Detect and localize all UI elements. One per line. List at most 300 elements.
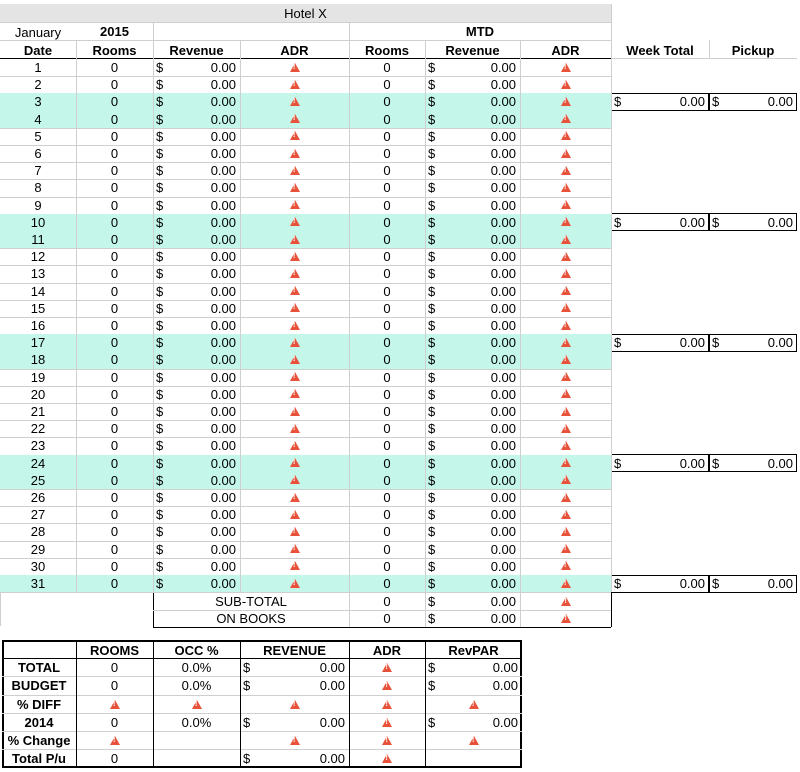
mtd-rooms-cell: 0 bbox=[383, 128, 391, 144]
mtd-adr-warning-icon bbox=[561, 579, 571, 588]
date-cell: 16 bbox=[30, 318, 46, 333]
date-cell: 22 bbox=[30, 421, 46, 437]
date-cell: 30 bbox=[30, 558, 46, 574]
currency-symbol: $ bbox=[428, 163, 436, 179]
currency-symbol: $ bbox=[428, 678, 436, 694]
mtd-adr-warning-icon bbox=[561, 166, 571, 175]
revenue-cell[interactable] bbox=[153, 59, 240, 76]
currency-symbol: $ bbox=[428, 214, 436, 230]
amount: 0.00 bbox=[490, 283, 516, 299]
adr-warning-icon bbox=[290, 338, 300, 347]
currency-symbol: $ bbox=[156, 146, 164, 161]
revenue-cell[interactable] bbox=[153, 111, 240, 128]
pickup-cell[interactable] bbox=[709, 334, 797, 351]
currency-symbol: $ bbox=[156, 524, 164, 540]
mtd-rooms-cell: 0 bbox=[383, 283, 391, 299]
mtd-adr-warning-icon bbox=[561, 527, 571, 536]
currency-symbol: $ bbox=[428, 455, 436, 471]
rooms-cell[interactable]: 0 bbox=[110, 507, 119, 523]
currency-symbol: $ bbox=[428, 94, 436, 110]
currency-symbol: $ bbox=[156, 266, 164, 282]
amount: 0.00 bbox=[490, 507, 516, 523]
summary-revpar-warning-icon bbox=[469, 736, 479, 745]
mtd-rooms-cell: 0 bbox=[383, 146, 391, 161]
amount: 0.00 bbox=[319, 678, 345, 694]
currency-symbol: $ bbox=[428, 558, 436, 574]
revenue-cell[interactable] bbox=[153, 334, 240, 351]
mtd-rooms-cell: 0 bbox=[383, 541, 391, 557]
subtotal-adr-warning-icon bbox=[561, 614, 571, 623]
adr-warning-icon bbox=[290, 166, 300, 175]
revenue-cell[interactable] bbox=[153, 523, 240, 540]
currency-symbol: $ bbox=[428, 283, 436, 299]
currency-symbol: $ bbox=[156, 490, 164, 505]
col-header-date: Date bbox=[23, 43, 53, 58]
rooms-cell[interactable]: 0 bbox=[110, 421, 119, 437]
rooms-cell[interactable]: 0 bbox=[110, 576, 119, 591]
rooms-cell[interactable]: 0 bbox=[110, 232, 119, 247]
mtd-revenue-cell[interactable] bbox=[425, 265, 520, 282]
mtd-revenue-cell[interactable] bbox=[425, 420, 520, 437]
week-total-cell[interactable] bbox=[611, 93, 709, 110]
mtd-revenue-cell[interactable] bbox=[425, 145, 520, 162]
grid-line bbox=[611, 4, 612, 592]
hotel-title: Hotel X bbox=[284, 6, 327, 21]
summary-row-label: Total P/u bbox=[12, 751, 66, 767]
summary-row-label: % Change bbox=[7, 733, 71, 748]
amount: 0.00 bbox=[210, 576, 236, 591]
week-total-cell[interactable] bbox=[611, 214, 709, 231]
amount: 0.00 bbox=[490, 128, 516, 144]
mtd-revenue-cell[interactable] bbox=[425, 231, 520, 248]
revenue-cell[interactable] bbox=[153, 420, 240, 437]
mtd-adr-warning-icon bbox=[561, 424, 571, 433]
amount: 0.00 bbox=[490, 94, 516, 110]
currency-symbol: $ bbox=[243, 751, 251, 767]
date-cell: 15 bbox=[30, 300, 46, 316]
amount: 0.00 bbox=[210, 232, 236, 247]
summary-revpar-cell[interactable] bbox=[425, 714, 522, 731]
currency-symbol: $ bbox=[614, 214, 622, 230]
summary-revpar-cell[interactable] bbox=[425, 677, 522, 694]
amount: 0.00 bbox=[210, 558, 236, 574]
mtd-revenue-cell[interactable] bbox=[425, 472, 520, 489]
subtotal-revenue[interactable] bbox=[425, 593, 520, 610]
amount: 0.00 bbox=[210, 300, 236, 316]
mtd-revenue-cell[interactable] bbox=[425, 59, 520, 76]
summary-row-label: TOTAL bbox=[17, 660, 61, 676]
col-header-adr: ADR bbox=[280, 43, 309, 58]
currency-symbol: $ bbox=[156, 421, 164, 437]
currency-symbol: $ bbox=[428, 335, 436, 351]
rooms-cell[interactable]: 0 bbox=[110, 404, 119, 419]
adr-warning-icon bbox=[290, 235, 300, 244]
revenue-cell[interactable] bbox=[153, 248, 240, 265]
amount: 0.00 bbox=[490, 524, 516, 540]
adr-warning-icon bbox=[290, 80, 300, 89]
rooms-cell[interactable]: 0 bbox=[110, 266, 119, 282]
summary-adr-warning-icon bbox=[382, 754, 392, 763]
currency-symbol: $ bbox=[428, 352, 436, 368]
revenue-cell[interactable] bbox=[153, 455, 240, 472]
rooms-cell[interactable]: 0 bbox=[110, 180, 119, 196]
mtd-rooms-cell: 0 bbox=[383, 490, 391, 505]
amount: 0.00 bbox=[492, 660, 518, 676]
revenue-cell[interactable] bbox=[153, 558, 240, 575]
adr-warning-icon bbox=[290, 321, 300, 330]
adr-warning-icon bbox=[290, 131, 300, 140]
grid-line bbox=[349, 640, 350, 767]
mtd-rooms-cell: 0 bbox=[383, 214, 391, 230]
adr-warning-icon bbox=[290, 441, 300, 450]
amount: 0.00 bbox=[767, 94, 793, 110]
summary-revenue-cell[interactable] bbox=[240, 714, 349, 731]
date-cell: 11 bbox=[31, 232, 45, 247]
date-cell: 3 bbox=[34, 94, 42, 110]
adr-warning-icon bbox=[290, 510, 300, 519]
currency-symbol: $ bbox=[428, 232, 436, 247]
mtd-revenue-cell[interactable] bbox=[425, 558, 520, 575]
revenue-cell[interactable] bbox=[153, 437, 240, 454]
mtd-revenue-cell[interactable] bbox=[425, 506, 520, 523]
subtotal-revenue[interactable] bbox=[425, 610, 520, 627]
mtd-adr-warning-icon bbox=[561, 303, 571, 312]
mtd-rooms-cell: 0 bbox=[383, 266, 391, 282]
rooms-cell[interactable]: 0 bbox=[110, 369, 119, 385]
mtd-adr-warning-icon bbox=[561, 63, 571, 72]
currency-symbol: $ bbox=[428, 249, 436, 265]
currency-symbol: $ bbox=[428, 472, 436, 488]
col-header-revenue2: Revenue bbox=[445, 43, 500, 58]
mtd-revenue-cell[interactable] bbox=[425, 248, 520, 265]
currency-symbol: $ bbox=[156, 283, 164, 299]
mtd-revenue-cell[interactable] bbox=[425, 317, 520, 334]
currency-symbol: $ bbox=[614, 455, 622, 471]
mtd-adr-warning-icon bbox=[561, 510, 571, 519]
rooms-cell[interactable]: 0 bbox=[110, 300, 119, 316]
currency-symbol: $ bbox=[428, 180, 436, 196]
rooms-cell[interactable]: 0 bbox=[110, 77, 119, 93]
summary-row-label: BUDGET bbox=[11, 678, 67, 694]
summary-revenue-cell[interactable] bbox=[240, 677, 349, 694]
adr-warning-icon bbox=[290, 269, 300, 278]
amount: 0.00 bbox=[210, 111, 236, 127]
revenue-cell[interactable] bbox=[153, 300, 240, 317]
currency-symbol: $ bbox=[156, 128, 164, 144]
mtd-revenue-cell[interactable] bbox=[425, 162, 520, 179]
amount: 0.00 bbox=[767, 335, 793, 351]
mtd-adr-warning-icon bbox=[561, 321, 571, 330]
mtd-revenue-cell[interactable] bbox=[425, 128, 520, 145]
adr-warning-icon bbox=[290, 407, 300, 416]
currency-symbol: $ bbox=[428, 611, 436, 627]
revenue-cell[interactable] bbox=[153, 93, 240, 110]
mtd-revenue-cell[interactable] bbox=[425, 489, 520, 506]
rooms-cell[interactable]: 0 bbox=[110, 197, 119, 213]
amount: 0.00 bbox=[210, 318, 236, 333]
currency-symbol: $ bbox=[428, 404, 436, 419]
summary-adr-warning-icon bbox=[382, 663, 392, 672]
amount: 0.00 bbox=[679, 576, 705, 591]
revenue-cell[interactable] bbox=[153, 575, 240, 592]
subtotal-label: ON BOOKS bbox=[216, 611, 286, 627]
mtd-revenue-cell[interactable] bbox=[425, 403, 520, 420]
mtd-revenue-cell[interactable] bbox=[425, 523, 520, 540]
mtd-rooms-cell: 0 bbox=[383, 386, 391, 402]
currency-symbol: $ bbox=[156, 111, 164, 127]
grid-line bbox=[709, 40, 710, 58]
summary-occ-cell: 0.0% bbox=[181, 660, 212, 676]
mtd-adr-warning-icon bbox=[561, 286, 571, 295]
summary-rooms-warning-icon bbox=[110, 700, 120, 709]
revenue-cell[interactable] bbox=[153, 145, 240, 162]
grid-line bbox=[153, 22, 154, 40]
date-cell: 31 bbox=[30, 576, 46, 591]
date-cell: 5 bbox=[34, 128, 42, 144]
mtd-revenue-cell[interactable] bbox=[425, 179, 520, 196]
mtd-adr-warning-icon bbox=[561, 493, 571, 502]
rooms-cell[interactable]: 0 bbox=[110, 94, 119, 110]
amount: 0.00 bbox=[490, 576, 516, 591]
mtd-adr-warning-icon bbox=[561, 355, 571, 364]
mtd-revenue-cell[interactable] bbox=[425, 541, 520, 558]
mtd-adr-warning-icon bbox=[561, 217, 571, 226]
rooms-cell[interactable]: 0 bbox=[110, 386, 119, 402]
adr-warning-icon bbox=[290, 475, 300, 484]
rooms-cell[interactable]: 0 bbox=[110, 318, 119, 333]
currency-symbol: $ bbox=[428, 594, 436, 610]
mtd-adr-warning-icon bbox=[561, 149, 571, 158]
mtd-adr-warning-icon bbox=[561, 544, 571, 553]
revenue-cell[interactable] bbox=[153, 506, 240, 523]
rule bbox=[611, 58, 797, 59]
revenue-cell[interactable] bbox=[153, 403, 240, 420]
amount: 0.00 bbox=[319, 660, 345, 676]
revenue-cell[interactable] bbox=[153, 128, 240, 145]
amount: 0.00 bbox=[679, 455, 705, 471]
mtd-adr-warning-icon bbox=[561, 561, 571, 570]
pickup-cell[interactable] bbox=[709, 575, 797, 592]
currency-symbol: $ bbox=[156, 507, 164, 523]
mtd-revenue-cell[interactable] bbox=[425, 214, 520, 231]
mtd-revenue-cell[interactable] bbox=[425, 300, 520, 317]
mtd-revenue-cell[interactable] bbox=[425, 575, 520, 592]
amount: 0.00 bbox=[490, 232, 516, 247]
date-cell: 4 bbox=[34, 111, 42, 127]
date-cell: 24 bbox=[30, 455, 46, 471]
revenue-cell[interactable] bbox=[153, 162, 240, 179]
rooms-cell[interactable]: 0 bbox=[110, 352, 119, 368]
summary-adr-warning-icon bbox=[382, 718, 392, 727]
week-total-cell[interactable] bbox=[611, 575, 709, 592]
mtd-rooms-cell: 0 bbox=[383, 455, 391, 471]
revenue-cell[interactable] bbox=[153, 317, 240, 334]
date-cell: 14 bbox=[30, 283, 46, 299]
revenue-cell[interactable] bbox=[153, 351, 240, 368]
subtotal-label: SUB-TOTAL bbox=[215, 594, 287, 610]
adr-warning-icon bbox=[290, 286, 300, 295]
mtd-revenue-cell[interactable] bbox=[425, 197, 520, 214]
mtd-adr-warning-icon bbox=[561, 183, 571, 192]
week-total-cell[interactable] bbox=[611, 455, 709, 472]
rooms-cell[interactable]: 0 bbox=[110, 163, 119, 179]
revenue-cell[interactable] bbox=[153, 197, 240, 214]
mtd-revenue-cell[interactable] bbox=[425, 386, 520, 403]
amount: 0.00 bbox=[490, 594, 516, 610]
summary-rooms-cell: 0 bbox=[110, 714, 119, 730]
date-cell: 29 bbox=[30, 541, 46, 557]
date-cell: 19 bbox=[30, 369, 46, 385]
rooms-cell[interactable]: 0 bbox=[110, 455, 119, 471]
mtd-rooms-cell: 0 bbox=[383, 77, 391, 93]
revenue-cell[interactable] bbox=[153, 76, 240, 93]
currency-symbol: $ bbox=[614, 576, 622, 591]
mtd-adr-warning-icon bbox=[561, 338, 571, 347]
adr-warning-icon bbox=[290, 424, 300, 433]
mtd-revenue-cell[interactable] bbox=[425, 76, 520, 93]
rooms-cell[interactable]: 0 bbox=[110, 128, 119, 144]
rooms-cell[interactable]: 0 bbox=[110, 214, 119, 230]
date-cell: 2 bbox=[34, 77, 42, 93]
revenue-cell[interactable] bbox=[153, 265, 240, 282]
currency-symbol: $ bbox=[428, 318, 436, 333]
revenue-cell[interactable] bbox=[153, 214, 240, 231]
mtd-adr-warning-icon bbox=[561, 131, 571, 140]
amount: 0.00 bbox=[210, 266, 236, 282]
date-cell: 8 bbox=[34, 180, 42, 196]
amount: 0.00 bbox=[490, 111, 516, 127]
amount: 0.00 bbox=[210, 335, 236, 351]
currency-symbol: $ bbox=[428, 438, 436, 454]
currency-symbol: $ bbox=[156, 472, 164, 488]
revenue-cell[interactable] bbox=[153, 283, 240, 300]
mtd-revenue-cell[interactable] bbox=[425, 455, 520, 472]
mtd-adr-warning-icon bbox=[561, 458, 571, 467]
mtd-rooms-cell: 0 bbox=[383, 180, 391, 196]
date-cell: 12 bbox=[30, 249, 46, 265]
amount: 0.00 bbox=[490, 369, 516, 385]
revenue-cell[interactable] bbox=[153, 179, 240, 196]
currency-symbol: $ bbox=[712, 94, 720, 110]
grid-line bbox=[349, 22, 350, 40]
currency-symbol: $ bbox=[428, 421, 436, 437]
mtd-rooms-cell: 0 bbox=[383, 94, 391, 110]
amount: 0.00 bbox=[490, 404, 516, 419]
adr-warning-icon bbox=[290, 149, 300, 158]
amount: 0.00 bbox=[490, 611, 516, 627]
rooms-cell[interactable]: 0 bbox=[110, 335, 119, 351]
rooms-cell[interactable]: 0 bbox=[110, 146, 119, 161]
amount: 0.00 bbox=[490, 266, 516, 282]
summary-revenue-cell[interactable] bbox=[240, 659, 349, 676]
amount: 0.00 bbox=[490, 335, 516, 351]
adr-warning-icon bbox=[290, 544, 300, 553]
amount: 0.00 bbox=[210, 421, 236, 437]
revenue-cell[interactable] bbox=[153, 472, 240, 489]
rooms-cell[interactable]: 0 bbox=[110, 490, 119, 505]
mtd-revenue-cell[interactable] bbox=[425, 351, 520, 368]
amount: 0.00 bbox=[210, 128, 236, 144]
mtd-adr-warning-icon bbox=[561, 80, 571, 89]
amount: 0.00 bbox=[490, 318, 516, 333]
adr-warning-icon bbox=[290, 114, 300, 123]
month-label: January bbox=[14, 25, 62, 40]
currency-symbol: $ bbox=[712, 455, 720, 471]
summary-revpar-cell[interactable] bbox=[425, 659, 522, 676]
revenue-cell[interactable] bbox=[153, 369, 240, 386]
rooms-cell[interactable]: 0 bbox=[110, 60, 119, 75]
revenue-cell[interactable] bbox=[153, 489, 240, 506]
summary-revenue-cell[interactable] bbox=[240, 750, 349, 767]
adr-warning-icon bbox=[290, 183, 300, 192]
mtd-revenue-cell[interactable] bbox=[425, 283, 520, 300]
currency-symbol: $ bbox=[712, 576, 720, 591]
amount: 0.00 bbox=[319, 714, 345, 730]
rooms-cell[interactable]: 0 bbox=[110, 524, 119, 540]
subtotal-adr-warning-icon bbox=[561, 597, 571, 606]
amount: 0.00 bbox=[492, 714, 518, 730]
revenue-cell[interactable] bbox=[153, 386, 240, 403]
amount: 0.00 bbox=[490, 197, 516, 213]
mtd-rooms-cell: 0 bbox=[383, 111, 391, 127]
amount: 0.00 bbox=[490, 455, 516, 471]
mtd-revenue-cell[interactable] bbox=[425, 111, 520, 128]
currency-symbol: $ bbox=[156, 77, 164, 93]
rooms-cell[interactable]: 0 bbox=[110, 541, 119, 557]
date-cell: 7 bbox=[34, 163, 42, 179]
pickup-cell[interactable] bbox=[709, 93, 797, 110]
rooms-cell[interactable]: 0 bbox=[110, 558, 119, 574]
rooms-cell[interactable]: 0 bbox=[110, 472, 119, 488]
amount: 0.00 bbox=[210, 197, 236, 213]
week-total-cell[interactable] bbox=[611, 334, 709, 351]
mtd-revenue-cell[interactable] bbox=[425, 369, 520, 386]
mtd-revenue-cell[interactable] bbox=[425, 334, 520, 351]
amount: 0.00 bbox=[210, 490, 236, 505]
revenue-cell[interactable] bbox=[153, 541, 240, 558]
mtd-revenue-cell[interactable] bbox=[425, 437, 520, 454]
rooms-cell[interactable]: 0 bbox=[110, 249, 119, 265]
pickup-cell[interactable] bbox=[709, 214, 797, 231]
amount: 0.00 bbox=[210, 472, 236, 488]
amount: 0.00 bbox=[490, 490, 516, 505]
adr-warning-icon bbox=[290, 63, 300, 72]
amount: 0.00 bbox=[490, 472, 516, 488]
amount: 0.00 bbox=[490, 163, 516, 179]
pickup-cell[interactable] bbox=[709, 455, 797, 472]
currency-symbol: $ bbox=[156, 214, 164, 230]
rooms-cell[interactable]: 0 bbox=[110, 111, 119, 127]
mtd-revenue-cell[interactable] bbox=[425, 93, 520, 110]
currency-symbol: $ bbox=[156, 60, 164, 75]
rooms-cell[interactable]: 0 bbox=[110, 283, 119, 299]
currency-symbol: $ bbox=[712, 335, 720, 351]
summary-adr-warning-icon bbox=[382, 700, 392, 709]
amount: 0.00 bbox=[210, 283, 236, 299]
amount: 0.00 bbox=[490, 421, 516, 437]
grid-line bbox=[349, 40, 350, 592]
amount: 0.00 bbox=[490, 60, 516, 75]
mtd-rooms-cell: 0 bbox=[383, 421, 391, 437]
summary-rooms-cell: 0 bbox=[110, 678, 119, 694]
rooms-cell[interactable]: 0 bbox=[110, 438, 119, 454]
amount: 0.00 bbox=[210, 438, 236, 454]
currency-symbol: $ bbox=[156, 352, 164, 368]
currency-symbol: $ bbox=[156, 369, 164, 385]
mtd-rooms-cell: 0 bbox=[383, 369, 391, 385]
rule bbox=[153, 610, 611, 611]
revenue-cell[interactable] bbox=[153, 231, 240, 248]
